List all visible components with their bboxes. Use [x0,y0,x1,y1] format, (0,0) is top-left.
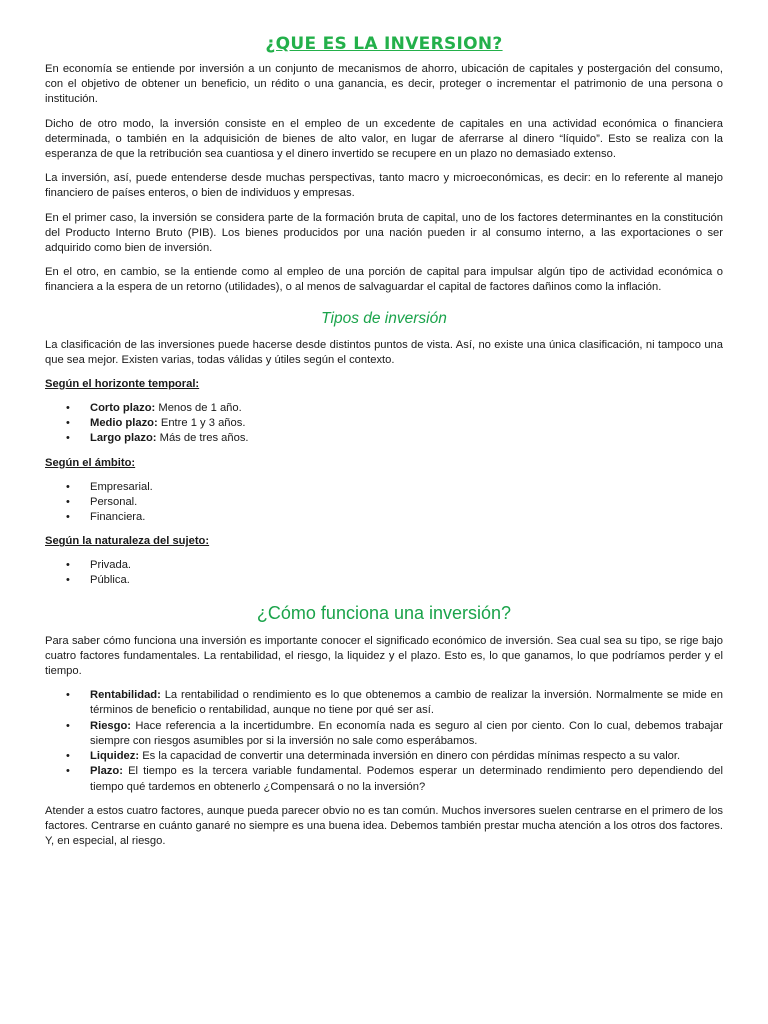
item-text: Entre 1 y 3 años. [157,417,246,430]
tipos-heading: Tipos de inversión [321,309,447,327]
closing-paragraph: Atender a estos cuatro factores, aunque pueda parecer obvio no es tan común. Muchos inversores suelen centrarse en el primero de los factores. Centrarse en cuánto ganaré no siempre es una buena idea. Debemos también prestar mucha atención a los otros dos factores. Y, en especial, al riesgo. [45,804,723,848]
sujeto-list [45,558,723,588]
item-text: Más de tres años. [156,432,249,445]
item-text: Pública. [90,574,130,587]
intro-paragraph-3: La inversión, así, puede entenderse desde muchas perspectivas, tanto macro y microeconómicas, es decir: en lo referente al manejo financiero de países enteros, o bien de individuos y empresas. [45,172,723,200]
list-item [45,401,723,416]
item-term: Largo plazo: [90,432,157,445]
list-item [45,416,723,431]
bullet-icon: • [66,719,70,732]
bullet-icon: • [66,511,70,524]
item-term: Corto plazo: [90,402,156,415]
item-text: Personal. [90,495,138,508]
ambito-list [45,480,723,526]
item-term: Plazo: [90,765,123,778]
document-title: ¿QUE ES LA INVERSION? [265,34,503,54]
ambito-subheading: Según el ámbito: [45,456,136,469]
list-item [45,510,723,525]
item-text: El tiempo es la tercera variable fundamental. Podemos esperar un determinado rendimiento pero dependiendo del tiempo qué tardemos en obtenerlo ¿Compensará o no la inversión? [90,765,723,793]
item-text: Hace referencia a la incertidumbre. En economía nada es seguro al cien por ciento. Con lo cual, debemos trabajar siempre con riesgos asumibles por si la inversión no sale como esperábamos. [90,719,723,747]
bullet-icon: • [66,765,70,778]
item-term: Medio plazo: [90,417,158,430]
tipos-paragraph: La clasificación de las inversiones puede hacerse desde distintos puntos de vista. Así, no existe una única clasificación, ni tampoco una que sea mejor. Existen varias, todas válidas y útiles según el contexto. [45,338,723,366]
item-term: Riesgo: [90,719,132,732]
como-heading: ¿Cómo funciona una inversión? [256,602,512,623]
list-item [45,573,723,588]
bullet-icon: • [66,495,70,508]
factors-list [45,688,723,794]
item-text: Financiera. [90,511,146,524]
bullet-icon: • [66,559,70,572]
bullet-icon: • [66,574,70,587]
list-item [45,719,723,749]
bullet-icon: • [66,432,70,445]
sujeto-subheading: Según la naturaleza del sujeto: [45,535,210,548]
item-text: Es la capacidad de convertir una determinada inversión en dinero con pérdidas mínimas respecto a su valor. [139,750,681,763]
list-item [45,431,723,446]
item-term: Liquidez: [90,750,140,763]
list-item [45,495,723,510]
item-text: Empresarial. [90,480,153,493]
bullet-icon: • [66,402,70,415]
bullet-icon: • [66,750,70,763]
item-text: La rentabilidad o rendimiento es lo que obtenemos a cambio de realizar la inversión. Normalmente se mide en términos de beneficio o rentabilidad, aunque no tiene por qué ser así. [90,689,723,717]
intro-paragraph-4: En el primer caso, la inversión se considera parte de la formación bruta de capital, uno de los factores determinantes en la constitución del Producto Interno Bruto (PIB). Los bienes producidos por una nación pueden ir al consumo interno, a las exportaciones o ser adquirido como bien de inversión. [45,211,723,255]
horizonte-list [45,401,723,447]
intro-paragraph-5: En el otro, en cambio, se la entiende como al empleo de una porción de capital para impulsar algún tipo de actividad económica o financiera a la espera de un retorno (utilidades), o al menos de salvaguardar el capital de factores dañinos como la inflación. [45,266,723,294]
list-item [45,480,723,495]
item-text: Privada. [90,559,132,572]
list-item [45,558,723,573]
list-item [45,764,723,794]
list-item [45,749,723,764]
item-text: Menos de 1 año. [155,402,242,415]
intro-paragraph-2: Dicho de otro modo, la inversión consiste en el empleo de un excedente de capitales en una actividad económica o financiera determinada, o también en la adquisición de bienes de alto valor, en lugar de aferrarse al dinero “líquido”. Esto se realiza con la esperanza de que la retribución sea cuantiosa y el dinero invertido se recupere en un plazo no demasiado extenso. [45,117,723,161]
list-item [45,688,723,718]
bullet-icon: • [66,417,70,430]
intro-paragraph-1: En economía se entiende por inversión a un conjunto de mecanismos de ahorro, ubicación de capitales y postergación del consumo, con el objetivo de obtener un beneficio, un rédito o una ganancia, es decir, proteger o incrementar el patrimonio de una persona o institución. [45,63,723,106]
bullet-icon: • [66,480,70,493]
bullet-icon: • [66,689,70,702]
horizonte-subheading: Según el horizonte temporal: [45,378,200,391]
item-term: Rentabilidad: [90,689,161,702]
como-paragraph: Para saber cómo funciona una inversión es importante conocer el significado económico de inversión. Sea cual sea su tipo, se rige bajo cuatro factores fundamentales. La rentabilidad, el riesgo, la liquidez y el plazo. Esto es, lo que ganamos, lo que podríamos perder y el tiempo. [45,634,723,678]
